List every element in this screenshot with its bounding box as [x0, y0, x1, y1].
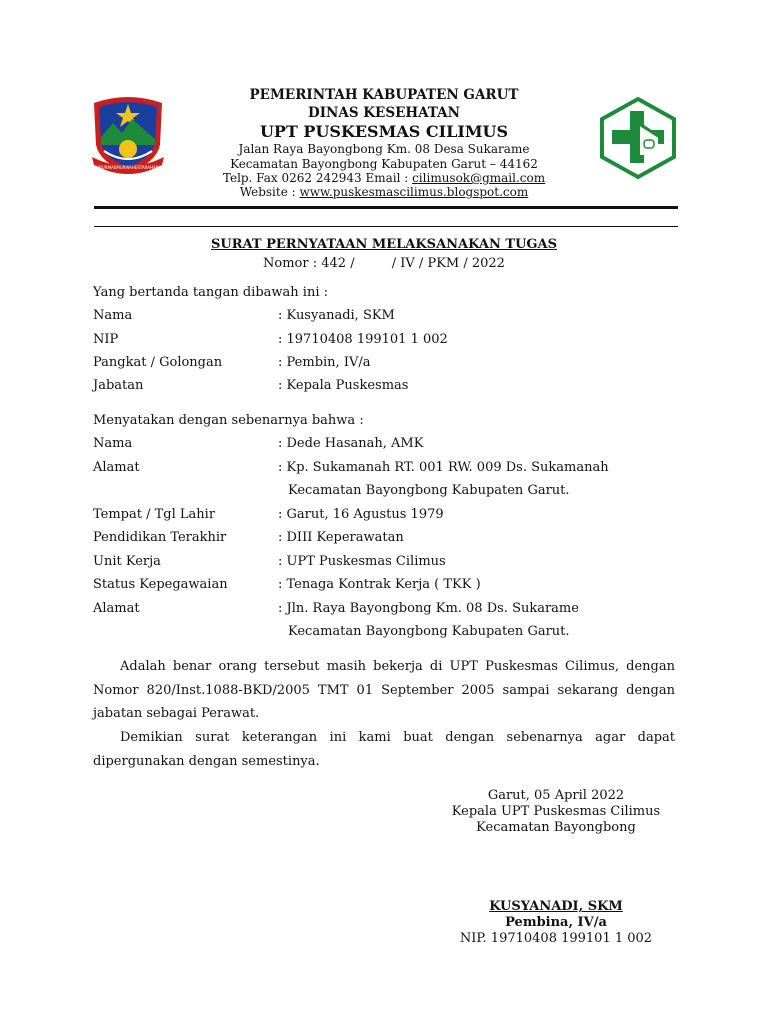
field-value: : DIII Keperawatan — [278, 530, 404, 545]
field-label: Alamat — [93, 601, 140, 616]
field-label: Pangkat / Golongan — [93, 355, 223, 370]
email-link[interactable]: cilimusok@gmail.com — [412, 171, 546, 185]
statement-paragraph — [93, 655, 675, 726]
closing-text: Demikian surat keterangan ini kami buat dengan sebenarnya agar dapat dipergunakan dengan semestinya. — [93, 730, 675, 769]
header-divider-thin — [94, 226, 678, 227]
letter-number: Nomor : 442 / / IV / PKM / 2022 — [263, 256, 505, 271]
field-label: Tempat / Tgl Lahir — [93, 507, 216, 522]
field-label: Nama — [93, 308, 133, 323]
signature-position-2: Kecamatan Bayongbong — [476, 820, 636, 835]
field-value: : Dede Hasanah, AMK — [278, 436, 424, 451]
letterhead-government: PEMERINTAH KABUPATEN GARUT — [249, 87, 519, 103]
letterhead-department: DINAS KESEHATAN — [308, 105, 460, 121]
field-value: : Jln. Raya Bayongbong Km. 08 Ds. Sukarame — [278, 601, 579, 616]
field-label: NIP — [93, 332, 119, 347]
field-label: Nama — [93, 436, 133, 451]
field-value: : Garut, 16 Agustus 1979 — [278, 507, 444, 522]
field-value: : UPT Puskesmas Cilimus — [278, 554, 446, 569]
field-value: : Kp. Sukamanah RT. 001 RW. 009 Ds. Sukamanah — [278, 460, 609, 475]
letterhead-website — [0, 185, 768, 199]
field-value: : 19710408 199101 1 002 — [278, 332, 448, 347]
subject-intro: Menyatakan dengan sebenarnya bahwa : — [93, 413, 364, 428]
letterhead-address-2: Kecamatan Bayongbong Kabupaten Garut – 44162 — [230, 157, 538, 171]
field-label: Jabatan — [93, 378, 144, 393]
signature-nip: NIP. 19710408 199101 1 002 — [459, 931, 653, 946]
contact-prefix: Telp. Fax 0262 242943 Email : — [222, 171, 413, 185]
field-value: : Pembin, IV/a — [278, 355, 371, 370]
website-prefix: Website : — [239, 185, 300, 199]
subject-address-continued: Kecamatan Bayongbong Kabupaten Garut. — [288, 483, 570, 498]
field-label: Pendidikan Terakhir — [93, 530, 227, 545]
statement-text: Adalah benar orang tersebut masih bekerja di UPT Puskesmas Cilimus, dengan Nomor 820/Inst.1088-BKD/2005 TMT 01 September 2005 sampai sekarang dengan jabatan sebagai Perawat. — [93, 659, 675, 721]
signature-place-date: Garut, 05 April 2022 — [487, 788, 625, 803]
signer-intro: Yang bertanda tangan dibawah ini : — [93, 285, 328, 300]
signature-position-1: Kepala UPT Puskesmas Cilimus — [451, 804, 661, 819]
letterhead-unit: UPT PUSKESMAS CILIMUS — [259, 122, 509, 141]
letter-title: SURAT PERNYATAAN MELAKSANAKAN TUGAS — [211, 237, 557, 252]
closing-paragraph — [93, 726, 675, 773]
svg-text:SUBURMAKMURWAHERTARAHARJA: SUBURMAKMURWAHERTARAHARJA — [93, 165, 163, 170]
field-label: Alamat — [93, 460, 140, 475]
field-value: : Kepala Puskesmas — [278, 378, 409, 393]
website-link[interactable]: www.puskesmascilimus.blogspot.com — [299, 185, 529, 199]
signature-rank: Pembina, IV/a — [505, 915, 607, 930]
subject-address-2-continued: Kecamatan Bayongbong Kabupaten Garut. — [288, 624, 570, 639]
signature-name: KUSYANADI, SKM — [489, 899, 623, 914]
header-divider-thick — [94, 206, 678, 209]
field-label: Unit Kerja — [93, 554, 161, 569]
letterhead-address-1: Jalan Raya Bayongbong Km. 08 Desa Sukarame — [238, 142, 530, 156]
field-value: : Kusyanadi, SKM — [278, 308, 395, 323]
field-value: : Tenaga Kontrak Kerja ( TKK ) — [278, 577, 481, 592]
letterhead-contact — [0, 171, 768, 185]
field-label: Status Kepegawaian — [93, 577, 228, 592]
